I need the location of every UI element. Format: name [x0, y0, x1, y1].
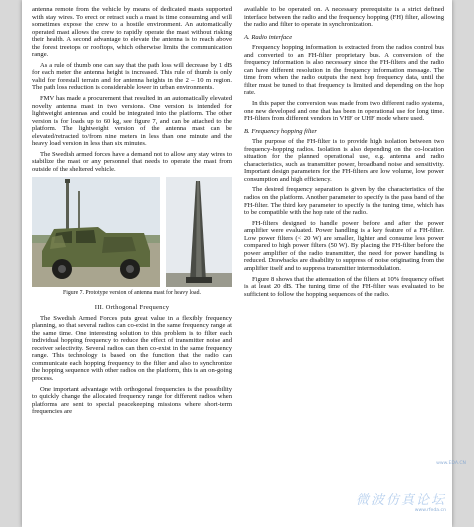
paragraph: As a rule of thumb one can say that the path loss will decrease by 1 dB for each meter the antenna height is increased. This rule of thumb is only valid for forestall terrain and for antenna heights in the 2 – 10 m region. The path loss reduction is considerable lower in urban environments. [32, 61, 232, 92]
mast-photo [166, 177, 232, 287]
paragraph: FH-filters designed to handle power before and after the power amplifier were evaluated. Power handling is a key feature of a FH-filter. Low power filters (< 20 W) are smaller, lighter and consume less power compared to high power filters (50 W). By placing the FH-filter before the power amplifier of the radio transmitter, the need for power handling is reduced. Drawbacks are disability to suppress of noise originating from the amplifier itself and to suppress transmitter intermodulation. [244, 219, 444, 272]
paragraph: One important advantage with orthogonal frequencies is the possibility to quickly change the allocated frequency range for different radios when platforms are sent to special peacekeeping missions where short-term frequencies are [32, 385, 232, 416]
subsection-heading: A. Radio interface [244, 33, 293, 41]
paragraph: The purpose of the FH-filter is to provide high isolation between two frequency-hopping radios. Isolation is also depending on the co-location situation for the planned operational use, e.g. antenna and radio characteristics, such as transmitter power, broadband noise and sensitivity. Important design parameters for the FH-filters are low volume, low power consumption and high efficiency. [244, 138, 444, 183]
watermark-url: www.rfeda.cn [414, 508, 446, 513]
paragraph: The Swedish Armed Forces puts great value in a flexibly frequency planning, so that several radios can co-exist in the same frequency range at the same time. One interesting solution to this problem is to filter each individual hopping frequency to reduce the effect of transmitter noise and receiver selectivity. Several radios can then co-exist in the same frequency range. This technology is based on the function that the radio can communicate each hopping frequency to the filter and also to synchronize the hopping sequence with other radios on the platform, this is an on-going process. [32, 314, 232, 382]
subsection-heading: B. Frequency hopping filter [244, 127, 318, 135]
figure-caption: Figure 7. Prototype version of antenna mast for heavy load. [63, 290, 201, 297]
paragraph: Frequency hopping information is extracted from the radios control bus and converted to an FH-filter proprietary bus. A conversion of the frequency information is also necessary since the FH-filters and the radio can have different resolution in the frequency information message. The time from when the radio outputs the next hop frequency data, until the filter must be tuned to that frequency is limited and depending on the hop rate. [244, 44, 444, 97]
paragraph: In this paper the conversion was made from two different radio systems, one new developed and one that has been in operational use for long time. FH-filters from different vendors in VHF or UHF mode where used. [244, 100, 444, 123]
paragraph: The Swedish armed forces have a demand not to allow any stay wires to stabilize the mast or any personnel that needs to operate the mast from outside of the sheltered vehicle. [32, 150, 232, 173]
section-heading: III. Orthogonal Frequency [94, 304, 170, 312]
paragraph: FMV has made a procurement that resulted in an automatically elevated novelty antenna mast in two versions. One version is intended for lightweight antennas and could be integrated into the platform. The other version is for loads up to 60 kg, see figure 7, and can be attached to the platform. The lightweight version of the antenna mast can be elevated/retracted to/from nine meters in less than one minute and the heavy load version in less than six minutes. [32, 95, 232, 148]
paper-page [22, 0, 466, 527]
paragraph: antenna remote from the vehicle by means of dedicated masts supported with stay wires. To erect or retract such a mast is time consuming and will sometimes expose the crew to a hostile environment. An automatically operated mast allows the crew to rapidly operate the mast without risking their health. A second advantage to elevate the antenna is to reach above the forest treetops or rooftops, which otherwise limits the communication range. [32, 6, 232, 59]
watermark-site: www.EDA.CN [436, 461, 466, 466]
watermark-logo-text: 微波仿真论坛 [355, 493, 446, 508]
right-column [244, 6, 444, 301]
watermark [326, 461, 466, 523]
paragraph: Figure 8 shows that the attenuation of the filters at 10% frequency offset is at least 20 dB. The tuning time of the FH-filter was evaluated to be sufficient to follow the hopping sequences of the radio. [244, 275, 444, 298]
left-column [32, 6, 232, 419]
figure-7 [32, 177, 232, 287]
paragraph: available to be operated on. A necessary prerequisite is a strict defined interface between the radio and the frequency hopping (FH) filter, allowing the radio and filter to operate in synchronization. [244, 6, 444, 29]
paragraph: The desired frequency separation is given by the characteristics of the radios on the platform. Another parameter to specify is the pass band of the FH-filter. The third key parameter to specify is the tuning time, which has to be compatible with the hop rate of the radio. [244, 186, 444, 217]
vehicle-photo [32, 177, 160, 287]
